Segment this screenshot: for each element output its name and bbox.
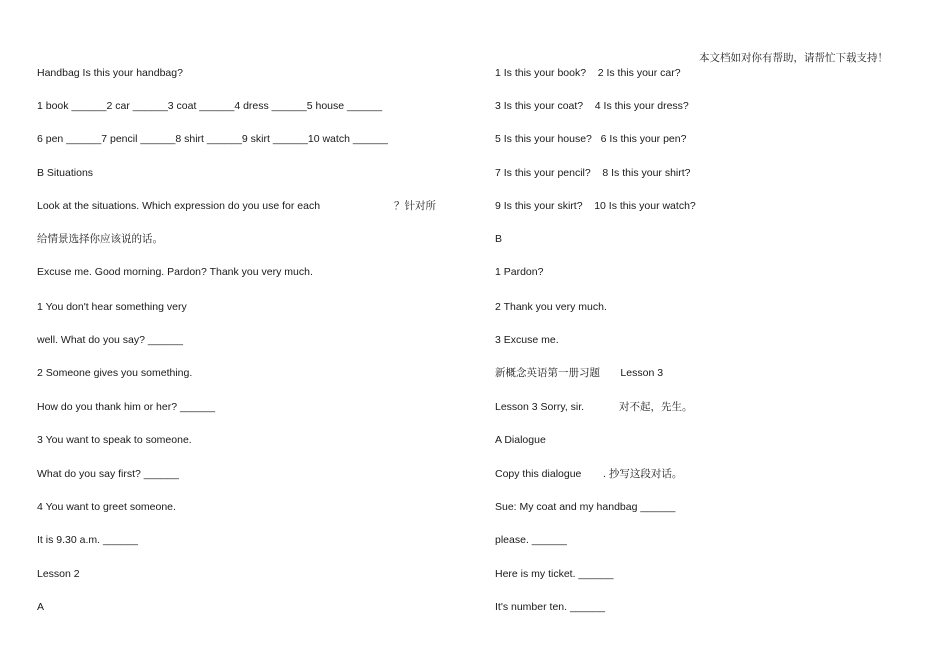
right-line-5: 9 Is this your skirt? 10 Is this your watch? — [495, 200, 696, 212]
header-note: 本文档如对你有帮助，请帮忙下载支持！ — [699, 52, 888, 64]
left-line-11: How do you thank him or her? ______ — [37, 401, 216, 413]
left-line-4: B Situations — [37, 167, 94, 179]
left-line-6: 给情景选择你应该说的话。 — [37, 233, 163, 245]
right-line-14: Sue: My coat and my handbag ______ — [495, 501, 676, 513]
left-line-2: 1 book ______2 car ______3 coat ______4 dress ______5 house ______ — [37, 100, 383, 112]
left-line-9: well. What do you say? ______ — [37, 334, 183, 346]
left-line-10: 2 Someone gives you something. — [37, 367, 193, 379]
right-line-7: 1 Pardon? — [495, 266, 544, 278]
right-line-2: 3 Is this your coat? 4 Is this your dress? — [495, 100, 689, 112]
left-line-17: A — [37, 601, 45, 613]
right-line-9: 3 Excuse me. — [495, 334, 559, 346]
right-line-6: B — [495, 233, 503, 245]
right-line-15: please. ______ — [495, 534, 567, 546]
left-line-1: Handbag Is this your handbag? — [37, 67, 183, 79]
left-line-5: Look at the situations. Which expression do you use for each — [37, 200, 321, 212]
left-line-13: What do you say first? ______ — [37, 468, 179, 480]
right-line-11: Lesson 3 Sorry, sir. — [495, 401, 585, 413]
right-line-10: 新概念英语第一册习题 Lesson 3 — [495, 367, 664, 379]
right-line-11b: 对不起，先生。 — [619, 401, 693, 413]
left-line-14: 4 You want to greet someone. — [37, 501, 176, 513]
left-line-12: 3 You want to speak to someone. — [37, 434, 192, 446]
left-line-15: It is 9.30 a.m. ______ — [37, 534, 138, 546]
right-line-4: 7 Is this your pencil? 8 Is this your shirt? — [495, 167, 691, 179]
left-line-16: Lesson 2 — [37, 568, 80, 580]
right-line-13b: . 抄写这段对话。 — [603, 468, 683, 480]
right-line-12: A Dialogue — [495, 434, 546, 446]
right-line-17: It's number ten. ______ — [495, 601, 605, 613]
right-line-8: 2 Thank you very much. — [495, 301, 607, 313]
left-line-3: 6 pen ______7 pencil ______8 shirt ______9 skirt ______10 watch ______ — [37, 133, 388, 145]
right-line-3: 5 Is this your house? 6 Is this your pen? — [495, 133, 687, 145]
left-line-5b: ？针对所 — [394, 200, 436, 212]
right-line-13: Copy this dialogue — [495, 468, 582, 480]
left-line-8: 1 You don't hear something very — [37, 301, 187, 313]
right-line-16: Here is my ticket. ______ — [495, 568, 614, 580]
left-line-7: Excuse me. Good morning. Pardon? Thank you very much. — [37, 266, 313, 278]
right-line-1: 1 Is this your book? 2 Is this your car? — [495, 67, 681, 79]
